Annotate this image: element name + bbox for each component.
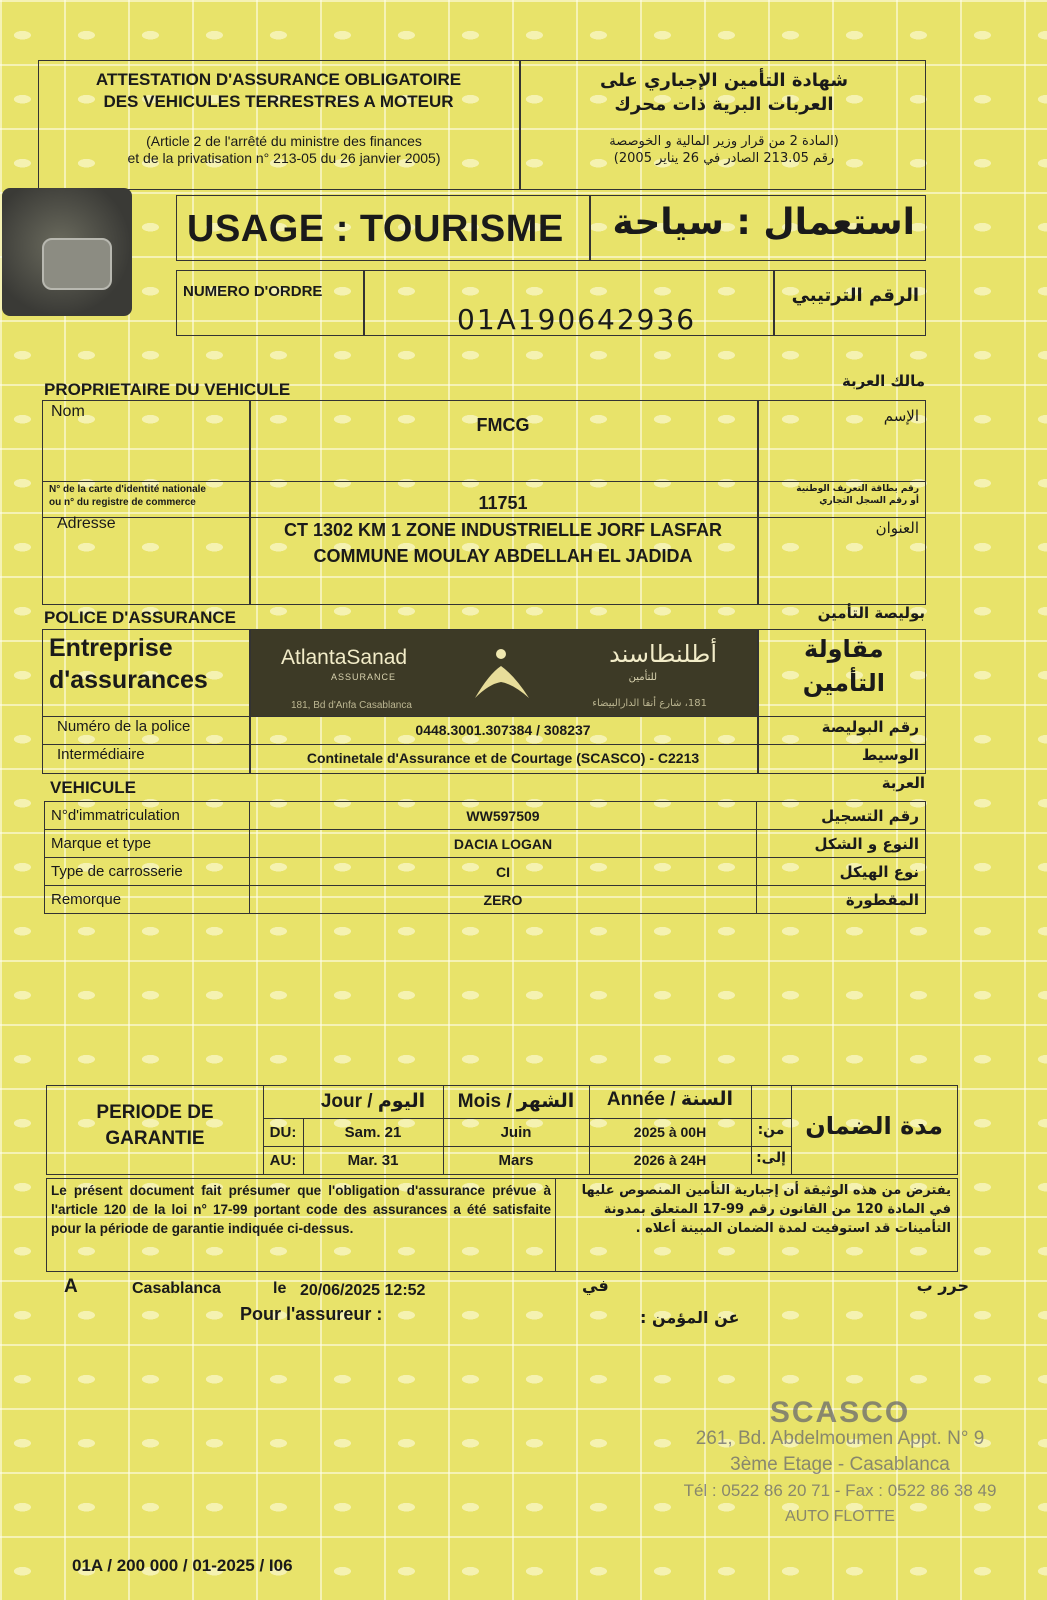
insurer-logo-ar-address: 181، شارع أنفا الدارالبيضاء (592, 698, 707, 709)
owner-id-value: 11751 (478, 493, 528, 513)
order-number: 01A190642936 (457, 303, 697, 336)
sign-pour-assureur: Pour l'assureur : (240, 1304, 383, 1324)
policy-number-label: Numéro de la police (57, 718, 191, 735)
table-row (45, 802, 926, 830)
vehicle-row-label-ar: النوع و الشكل (757, 830, 926, 858)
insurer-logo-mark-icon (471, 644, 531, 700)
owner-address-line-2: COMMUNE MOULAY ABDELLAH EL JADIDA (313, 546, 693, 566)
insurer-logo-sub: ASSURANCE (331, 672, 397, 682)
owner-address-label: Adresse (57, 515, 116, 532)
policy-insurer-label-2: d'assurances (49, 666, 208, 694)
owner-id-label-2: ou n° du registre de commerce (49, 497, 196, 508)
sign-a: A (64, 1276, 78, 1297)
table-row (45, 830, 926, 858)
notice-box (46, 1178, 958, 1272)
sign-date: 20/06/2025 12:52 (300, 1282, 426, 1299)
sign-fi: في (582, 1276, 609, 1295)
footer-code: 01A / 200 000 / 01-2025 / I06 (72, 1556, 293, 1575)
policy-table (42, 629, 926, 774)
owner-title-fr: PROPRIETAIRE DU VEHICULE (44, 380, 291, 399)
stamp-line-2: 3ème Etage - Casablanca (730, 1454, 950, 1475)
hologram-seal (2, 188, 132, 316)
sign-an-almoumin: عن المؤمن : (640, 1308, 740, 1327)
insurer-logo-ar-sub: للتأمين (628, 672, 657, 683)
sign-city: Casablanca (132, 1280, 221, 1297)
vehicle-row-label-ar: المقطورة (757, 886, 926, 914)
policy-number-value: 0448.3001.307384 / 308237 (415, 722, 591, 738)
period-min-label: من: (757, 1122, 785, 1138)
header-fr-ref-2: et de la privatisation n° 213-05 du 26 janvier 2005) (127, 150, 441, 166)
period-col-annee: Année / السنة (606, 1089, 734, 1110)
owner-id-label-1: N° de la carte d'identité nationale (49, 484, 206, 495)
period-col-mois: Mois / الشهر (457, 1091, 575, 1112)
vehicle-row-value: DACIA LOGAN (250, 830, 757, 858)
period-du-annee: 2025 à 00H (633, 1124, 707, 1140)
vehicle-row-value: CI (250, 858, 757, 886)
header-fr-title-1: ATTESTATION D'ASSURANCE OBLIGATOIRE (95, 70, 462, 89)
vehicle-table (44, 801, 926, 914)
policy-intermediary-label-ar: الوسيط (861, 746, 919, 764)
period-du-mois: Juin (500, 1124, 532, 1141)
period-box (46, 1085, 958, 1175)
insurer-logo (251, 630, 757, 716)
header-box (38, 60, 926, 190)
period-du-jour: Sam. 21 (344, 1124, 402, 1141)
owner-address-label-ar: العنوان (875, 519, 919, 537)
owner-nom-label-ar: الإسم (883, 407, 919, 425)
policy-insurer-label-ar-1: مقاولة (804, 635, 884, 663)
stamp-line-3: Tél : 0522 86 20 71 - Fax : 0522 86 38 49 (683, 1481, 997, 1500)
notice-ar: يفترض من هذه الوثيقة أن إجبارية التأمين المنصوص عليها في المادة 120 من القانون رقم 99-17 المتعلق بمدونة التأمينات قد استوفيت لمدة الضمان المبينة أعلاه . (581, 1183, 951, 1236)
insurer-logo-name: AtlantaSanad (281, 646, 408, 669)
owner-id-label-ar-2: أو رقم السجل التجاري (819, 496, 919, 506)
header-fr-ref-1: (Article 2 de l'arrêté du ministre des finances (146, 133, 422, 149)
policy-number-label-ar: رقم البوليصة (821, 718, 919, 736)
table-row (45, 886, 926, 914)
vehicle-title-ar: العربة (881, 774, 925, 792)
period-au-annee: 2026 à 24H (633, 1152, 707, 1168)
stamp-line-1: 261, Bd. Abdelmoumen Appt. N° 9 (695, 1428, 985, 1449)
header-ar-ref-2: رقم 213.05 الصادر في 26 يناير 2005) (613, 151, 835, 166)
header-ar-title-1: شهادة التأمين الإجباري على (599, 70, 849, 91)
order-label-fr: NUMERO D'ORDRE (183, 283, 323, 300)
vehicle-row-label-ar: رقم التسجيل (757, 802, 926, 830)
sign-le: le (273, 1280, 287, 1297)
table-row (45, 858, 926, 886)
usage-box (176, 195, 926, 261)
stamp-name: SCASCO (769, 1396, 911, 1429)
vehicle-row-value: WW597509 (250, 802, 757, 830)
header-ar-title-2: العربات البرية ذات محرك (614, 94, 834, 115)
insurer-logo-ar: أطلنطاسند (609, 640, 717, 668)
vehicle-row-label: Remorque (45, 886, 250, 914)
vehicle-row-label-ar: نوع الهيكل (757, 858, 926, 886)
policy-title-fr: POLICE D'ASSURANCE (44, 608, 237, 627)
owner-table (42, 400, 926, 605)
vehicle-title-fr: VEHICULE (50, 778, 136, 797)
period-du-label: DU: (269, 1124, 297, 1141)
period-label-2: GARANTIE (105, 1128, 205, 1149)
vehicle-row-value: ZERO (250, 886, 757, 914)
header-fr-title-2: DES VEHICULES TERRESTRES A MOTEUR (103, 92, 454, 111)
vehicle-row-label: Type de carrosserie (45, 858, 250, 886)
owner-title-ar: مالك العربة (841, 372, 925, 390)
policy-insurer-label-ar-2: التأمين (802, 669, 885, 697)
period-label-ar: مدة الضمان (805, 1112, 943, 1140)
order-box (176, 270, 926, 336)
header-ar-ref-1: (المادة 2 من قرار وزير المالية و الخوصصة (609, 134, 839, 149)
scasco-stamp (640, 1396, 1040, 1530)
stamp-line-4: AUTO FLOTTE (785, 1508, 895, 1525)
period-au-jour: Mar. 31 (347, 1152, 399, 1169)
policy-insurer-label-1: Entreprise (49, 634, 173, 662)
owner-address-line-1: CT 1302 KM 1 ZONE INDUSTRIELLE JORF LASFAR (283, 520, 723, 540)
policy-title-ar: بوليصة التأمين (817, 604, 925, 622)
policy-intermediary-value: Continetale d'Assurance et de Courtage (SCASCO) - C2213 (306, 750, 700, 766)
sign-harrara: حرر ب (916, 1276, 969, 1295)
period-col-jour: Jour / اليوم (320, 1091, 426, 1112)
notice-fr: Le présent document fait présumer que l'obligation d'assurance prévue à l'article 120 de la loi n° 17-99 portant code des assurances a été satisfaite pour la période de garantie indiquée ci-dessus. (51, 1183, 551, 1236)
usage-fr: USAGE : TOURISME (187, 208, 564, 250)
vehicle-row-label: Marque et type (45, 830, 250, 858)
period-ila-label: إلى: (756, 1150, 786, 1166)
policy-intermediary-label: Intermédiaire (57, 746, 145, 763)
period-au-label: AU: (269, 1152, 297, 1169)
usage-ar: استعمال : سياحة (612, 202, 915, 243)
owner-nom-label: Nom (51, 403, 85, 420)
vehicle-row-label: N°d'immatriculation (45, 802, 250, 830)
period-au-mois: Mars (498, 1152, 534, 1169)
period-label-1: PERIODE DE (96, 1102, 214, 1123)
owner-nom-value: FMCG (476, 415, 530, 435)
owner-id-label-ar-1: رقم بطاقة التعريف الوطنية (796, 484, 919, 494)
order-label-ar: الرقم الترتيبي (791, 285, 919, 306)
insurer-logo-address: 181, Bd d'Anfa Casablanca (291, 700, 412, 711)
